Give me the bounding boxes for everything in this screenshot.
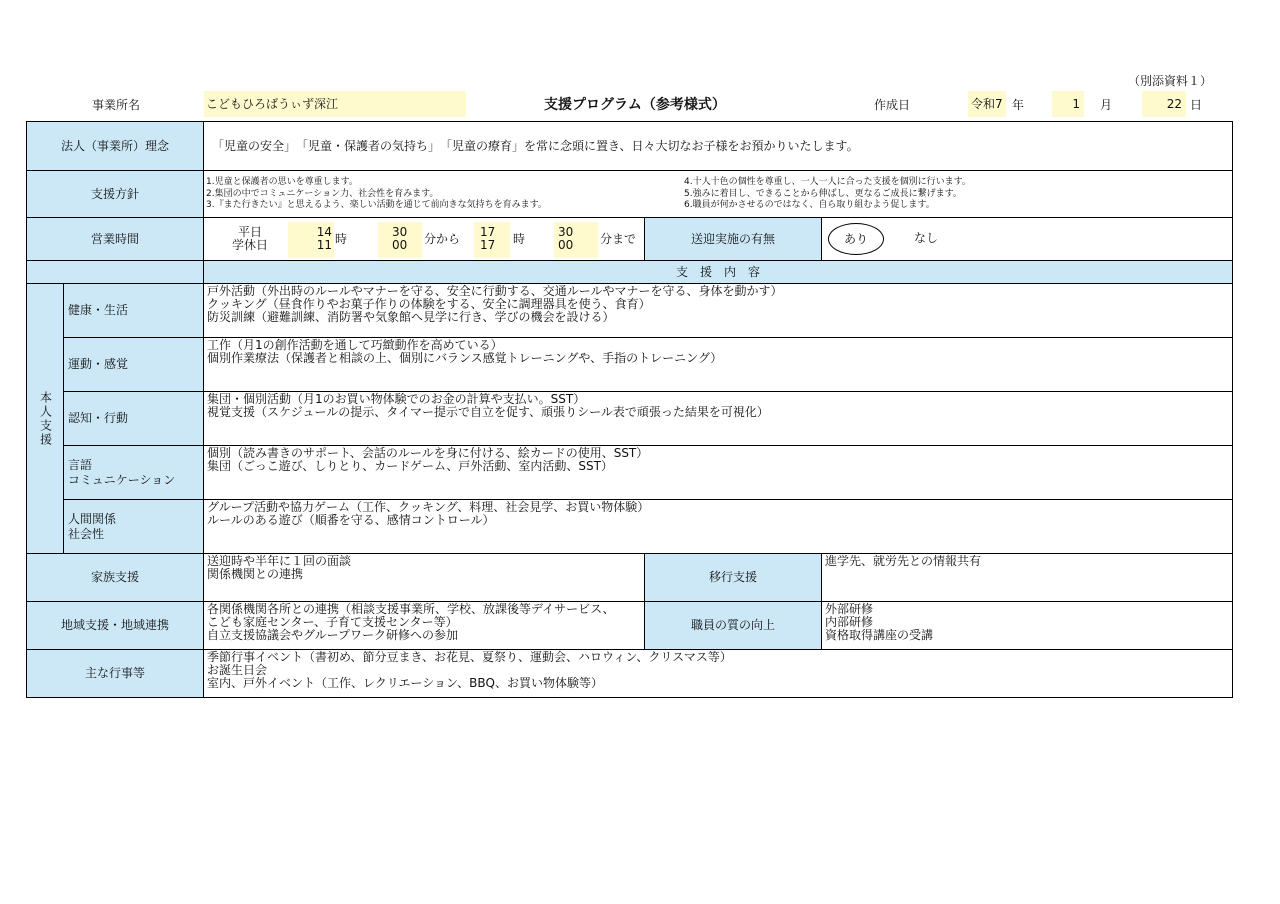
support-area-label: 言語 コミュニケーション (64, 446, 204, 500)
event-line: 季節行事イベント（書初め、節分豆まき、お花見、夏祭り、運動会、ハロウィン、クリスマス等） (207, 650, 732, 664)
personal-support-label (27, 284, 64, 554)
month-field[interactable]: 1 (1052, 91, 1084, 117)
staff-line: 内部研修 (825, 615, 874, 629)
transport-no-option[interactable]: なし (914, 230, 939, 245)
staff-quality-content (822, 602, 1233, 650)
support-area-content (204, 500, 1233, 554)
until-label: 分まで (600, 231, 637, 246)
weekday-label: 平日 (238, 224, 263, 239)
events-row (27, 650, 1233, 698)
support-line: 個別（読み書きのサポート、会話のルールを身に付ける、絵カードの使用、SST） (207, 446, 649, 460)
support-line: 視覚支援（スケジュールの提示、タイマー提示で自立を促す、頑張りシール表で頑張った結果を可視化） (207, 405, 769, 419)
start-min-weekday: 30 (392, 224, 408, 239)
event-line: お誕生日会 (207, 663, 268, 677)
philosophy-label: 法人（事業所）理念 (27, 122, 204, 171)
support-area-content (204, 446, 1233, 500)
hours-content (204, 218, 645, 261)
support-line: 工作（月1の創作活動を通して巧緻動作を高めている） (207, 338, 503, 352)
start-hour-weekday: 14 (316, 224, 333, 239)
policy-item: 5.強みに着目し、できることから伸ばし、更なるご成長に繋げます。 (684, 188, 962, 199)
personal-support-row (27, 338, 1233, 392)
support-area-content (204, 284, 1233, 338)
transport-label: 送迎実施の有無 (645, 218, 822, 261)
end-hour-holiday: 17 (480, 237, 496, 252)
policy-item: 3.『また行きたい』と思えるよう、楽しい活動を通じて前向きな気持ちを育みます。 (206, 200, 547, 210)
support-line: ルールのある遊び（順番を守る、感情コントロール） (207, 513, 495, 527)
support-area-label: 人間関係 社会性 (64, 500, 204, 554)
start-hour-holiday: 11 (316, 237, 333, 252)
events-label: 主な行事等 (27, 650, 204, 698)
content-header-blank (27, 261, 204, 284)
era-field[interactable]: 令和7 (968, 91, 1006, 117)
personal-support-row (27, 446, 1233, 500)
family-support-label: 家族支援 (27, 554, 204, 602)
support-line: 集団（ごっこ遊び、しりとり、カードゲーム、戸外活動、室内活動、SST） (207, 459, 613, 473)
policy-item: 6.職員が何かさせるのではなく、自ら取り組むよう促します。 (684, 200, 935, 210)
support-area-content (204, 392, 1233, 446)
transition-line: 進学先、就労先との情報共有 (825, 554, 982, 568)
policy-item: 1.児童と保護者の思いを尊重します。 (206, 177, 358, 187)
community-content (204, 602, 645, 650)
day-type-labels (226, 226, 274, 252)
support-line: クッキング（昼食作りやお菓子作りの体験をする、安全に調理器具を使う、食育） (207, 297, 651, 311)
policy-left (206, 177, 684, 212)
personal-support-row (27, 392, 1233, 446)
personal-support-label-text: 本人支援 (38, 390, 53, 447)
community-row (27, 602, 1233, 650)
family-support-content (204, 554, 645, 602)
transition-support-content (822, 554, 1233, 602)
policy-right (684, 177, 971, 212)
hours-label: 営業時間 (27, 218, 204, 261)
hour-unit: 時 (335, 231, 348, 246)
end-hour-weekday: 17 (480, 224, 496, 239)
month-unit: 月 (1100, 98, 1113, 112)
from-label: 分から (424, 231, 461, 246)
family-line: 送迎時や半年に１回の面談 (207, 554, 352, 568)
events-content (204, 650, 1233, 698)
end-min-weekday: 30 (558, 224, 574, 239)
facility-name-field[interactable]: こどもひろばうぃず深江 (204, 91, 466, 117)
attachment-label: （別添資料１） (1128, 74, 1213, 88)
staff-line: 外部研修 (825, 602, 874, 616)
page-title: 支援プログラム（参考様式） (544, 97, 726, 113)
policy-item: 4.十人十色の個性を尊重し、一人一人に合った支援を個別に行います。 (684, 177, 971, 187)
support-area-label: 健康・生活 (64, 284, 204, 338)
year-unit: 年 (1012, 98, 1025, 112)
holiday-label: 学休日 (232, 237, 269, 252)
start-min-holiday: 00 (392, 237, 408, 252)
support-line: グループ活動や協力ゲーム（工作、クッキング、料理、社会見学、お買い物体験） (207, 500, 650, 514)
day-field[interactable]: 22 (1142, 91, 1186, 117)
date-label: 作成日 (874, 98, 911, 112)
transport-yes-option[interactable]: あり (828, 223, 884, 255)
support-line: 防災訓練（避難訓練、消防署や気象館へ見学に行き、学びの機会を設ける） (207, 310, 615, 324)
transport-options (822, 218, 1233, 261)
end-min-holiday: 00 (558, 237, 574, 252)
facility-label: 事業所名 (92, 98, 141, 112)
support-area-label: 認知・行動 (64, 392, 204, 446)
support-area-content (204, 338, 1233, 392)
personal-support-row (27, 500, 1233, 554)
hours-row (27, 218, 1233, 261)
staff-line: 資格取得講座の受講 (825, 628, 934, 642)
start-minute-field[interactable] (378, 222, 422, 258)
community-line: こども家庭センター、子育て支援センター等） (207, 615, 458, 629)
family-line: 関係機関との連携 (207, 567, 304, 581)
day-unit: 日 (1190, 98, 1203, 112)
community-line: 自立支援協議会やグループワーク研修への参加 (207, 628, 459, 642)
staff-quality-label: 職員の質の向上 (645, 602, 822, 650)
support-line: 個別作業療法（保護者と相談の上、個別にバランス感覚トレーニングや、手指のトレーニング） (207, 351, 723, 365)
content-header-row (27, 261, 1233, 284)
philosophy-row (27, 122, 1233, 171)
event-line: 室内、戸外イベント（工作、レクリエーション、BBQ、お買い物体験等） (207, 676, 604, 690)
support-line: 戸外活動（外出時のルールやマナーを守る、安全に行動する、交通ルールやマナーを守る、身体を動かす） (207, 284, 783, 298)
support-line: 集団・個別活動（月1のお買い物体験でのお金の計算や支払い。SST） (207, 392, 586, 406)
policy-content (204, 171, 1233, 218)
philosophy-text: 「児童の安全」 「児童・保護者の気持ち」 「児童の療育」を常に念頭に置き、日々大切なお子様をお預かりいたします。 (204, 122, 1233, 171)
transition-support-label: 移行支援 (645, 554, 822, 602)
community-label: 地域支援・地域連携 (27, 602, 204, 650)
policy-item: 2.集団の中でコミュニケーション力、社会性を育みます。 (206, 188, 439, 199)
end-hour-field[interactable] (474, 222, 510, 258)
community-line: 各関係機関各所との連携（相談支援事業所、学校、放課後等デイサービス、 (207, 602, 615, 616)
start-hour-field[interactable] (288, 222, 334, 258)
policy-label: 支援方針 (27, 171, 204, 218)
end-minute-field[interactable] (554, 222, 598, 258)
support-program-table (26, 121, 1233, 698)
family-support-row (27, 554, 1233, 602)
content-header: 支 援 内 容 (204, 261, 1233, 284)
policy-row (27, 171, 1233, 218)
hour-unit-2: 時 (513, 231, 526, 246)
support-area-label: 運動・感覚 (64, 338, 204, 392)
personal-support-row (27, 284, 1233, 338)
